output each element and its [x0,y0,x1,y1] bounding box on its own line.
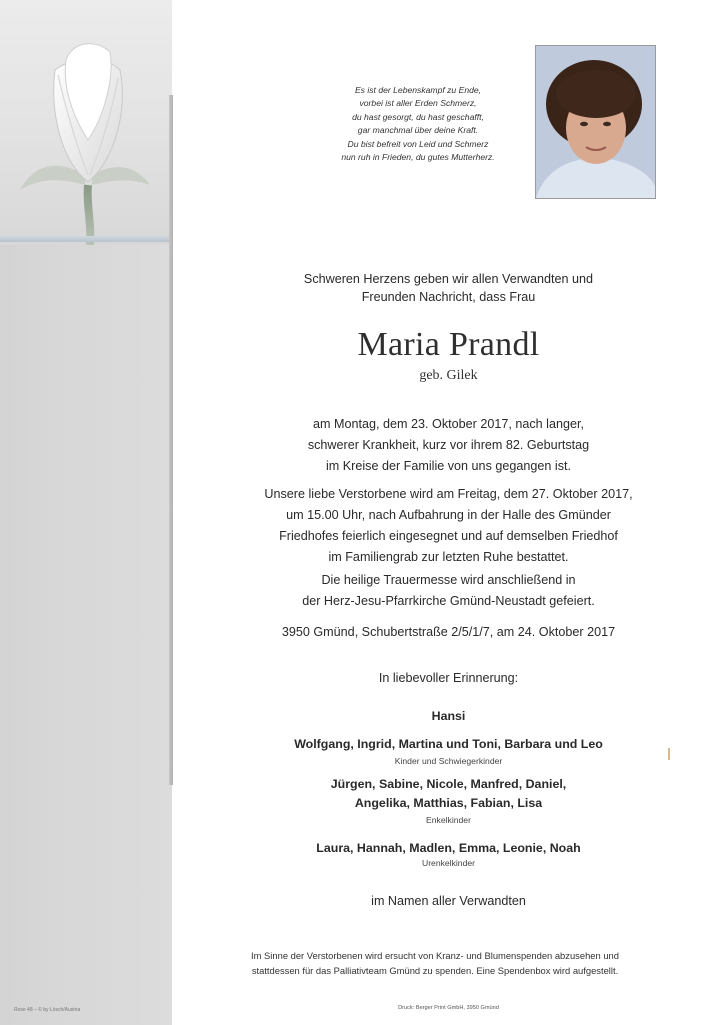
text-line: der Herz-Jesu-Pfarrkirche Gmünd-Neustadt gefeiert. [302,594,595,608]
grandchildren-line: Jürgen, Sabine, Nicole, Manfred, Daniel, [330,777,567,791]
poem-line: Du bist befreit von Leid und Schmerz [347,138,489,149]
text-line: Die heilige Trauermesse wird anschließend in [321,573,576,587]
portrait-photo [535,45,656,199]
great-grandchildren-role: Urenkelkinder [421,858,476,868]
note-line: Im Sinne der Verstorbenen wird ersucht von Kranz- und Blumenspenden abzusehen und [251,950,619,961]
spouse-name: Hansi [431,709,466,723]
place-date: 3950 Gmünd, Schubertstraße 2/5/1/7, am 24. Oktober 2017 [281,625,616,639]
text-line: im Kreise der Familie von uns gegangen ist. [325,459,571,473]
poem [268,84,568,164]
birth-name: geb. Gilek [419,368,478,383]
poem-line: Es ist der Lebenskampf zu Ende, [354,85,482,95]
poem-line: nun ruh in Frieden, du gutes Mutterherz. [341,152,495,163]
text-line: am Montag, dem 23. Oktober 2017, nach langer, [313,417,584,431]
death-paragraph [172,414,725,477]
intro-line: Freunden Nachricht, dass Frau [361,290,536,304]
children-role: Kinder und Schwiegerkinder [394,756,503,766]
children-names: Wolfgang, Ingrid, Martina und Toni, Barbara und Leo [294,737,603,751]
white-rose-icon [0,0,172,245]
funeral-paragraph [172,484,725,568]
text-line: Unsere liebe Verstorbene wird am Freitag, dem 27. Oktober 2017, [264,487,633,501]
poem-line: vorbei ist aller Erden Schmerz, [359,98,477,109]
donation-note [200,948,670,978]
deceased-name: Maria Prandl [357,326,540,363]
grandchildren-line: Angelika, Matthias, Fabian, Lisa [354,796,543,810]
great-grandchildren-names: Laura, Hannah, Madlen, Emma, Leonie, Noah [316,841,581,855]
intro-text [172,270,725,306]
grandchildren-names [172,775,725,813]
mass-paragraph [172,570,725,612]
text-line: schwerer Krankheit, kurz vor ihrem 82. Geburtstag [307,438,590,452]
note-line: stattdessen für das Palliativteam Gmünd zu spenden. Eine Spendenbox wird aufgestellt. [251,965,619,976]
design-code: Rose 48 – © by Lösch/Austria [14,1007,81,1013]
printer-credit: Druck: Berger Print GmbH, 3950 Gmünd [398,1005,499,1011]
text-line: um 15.00 Uhr, nach Aufbahrung in der Halle des Gmünder [286,508,611,522]
memory-heading: In liebevoller Erinnerung: [378,671,519,685]
portrait-icon [536,46,655,198]
signoff: im Namen aller Verwandten [371,894,526,908]
rose-image [0,0,172,245]
intro-line: Schweren Herzens geben wir allen Verwandten und [303,272,594,286]
text-line: Friedhofes feierlich eingesegnet und auf demselben Friedhof [279,529,618,543]
poem-line: gar manchmal über deine Kraft. [357,125,479,136]
grandchildren-role: Enkelkinder [426,815,471,825]
cross-bar-horizontal [0,236,172,242]
text-line: im Familiengrab zur letzten Ruhe bestattet. [328,550,569,564]
scan-mark [668,748,670,760]
poem-line: du hast gesorgt, du hast geschafft, [352,111,484,122]
